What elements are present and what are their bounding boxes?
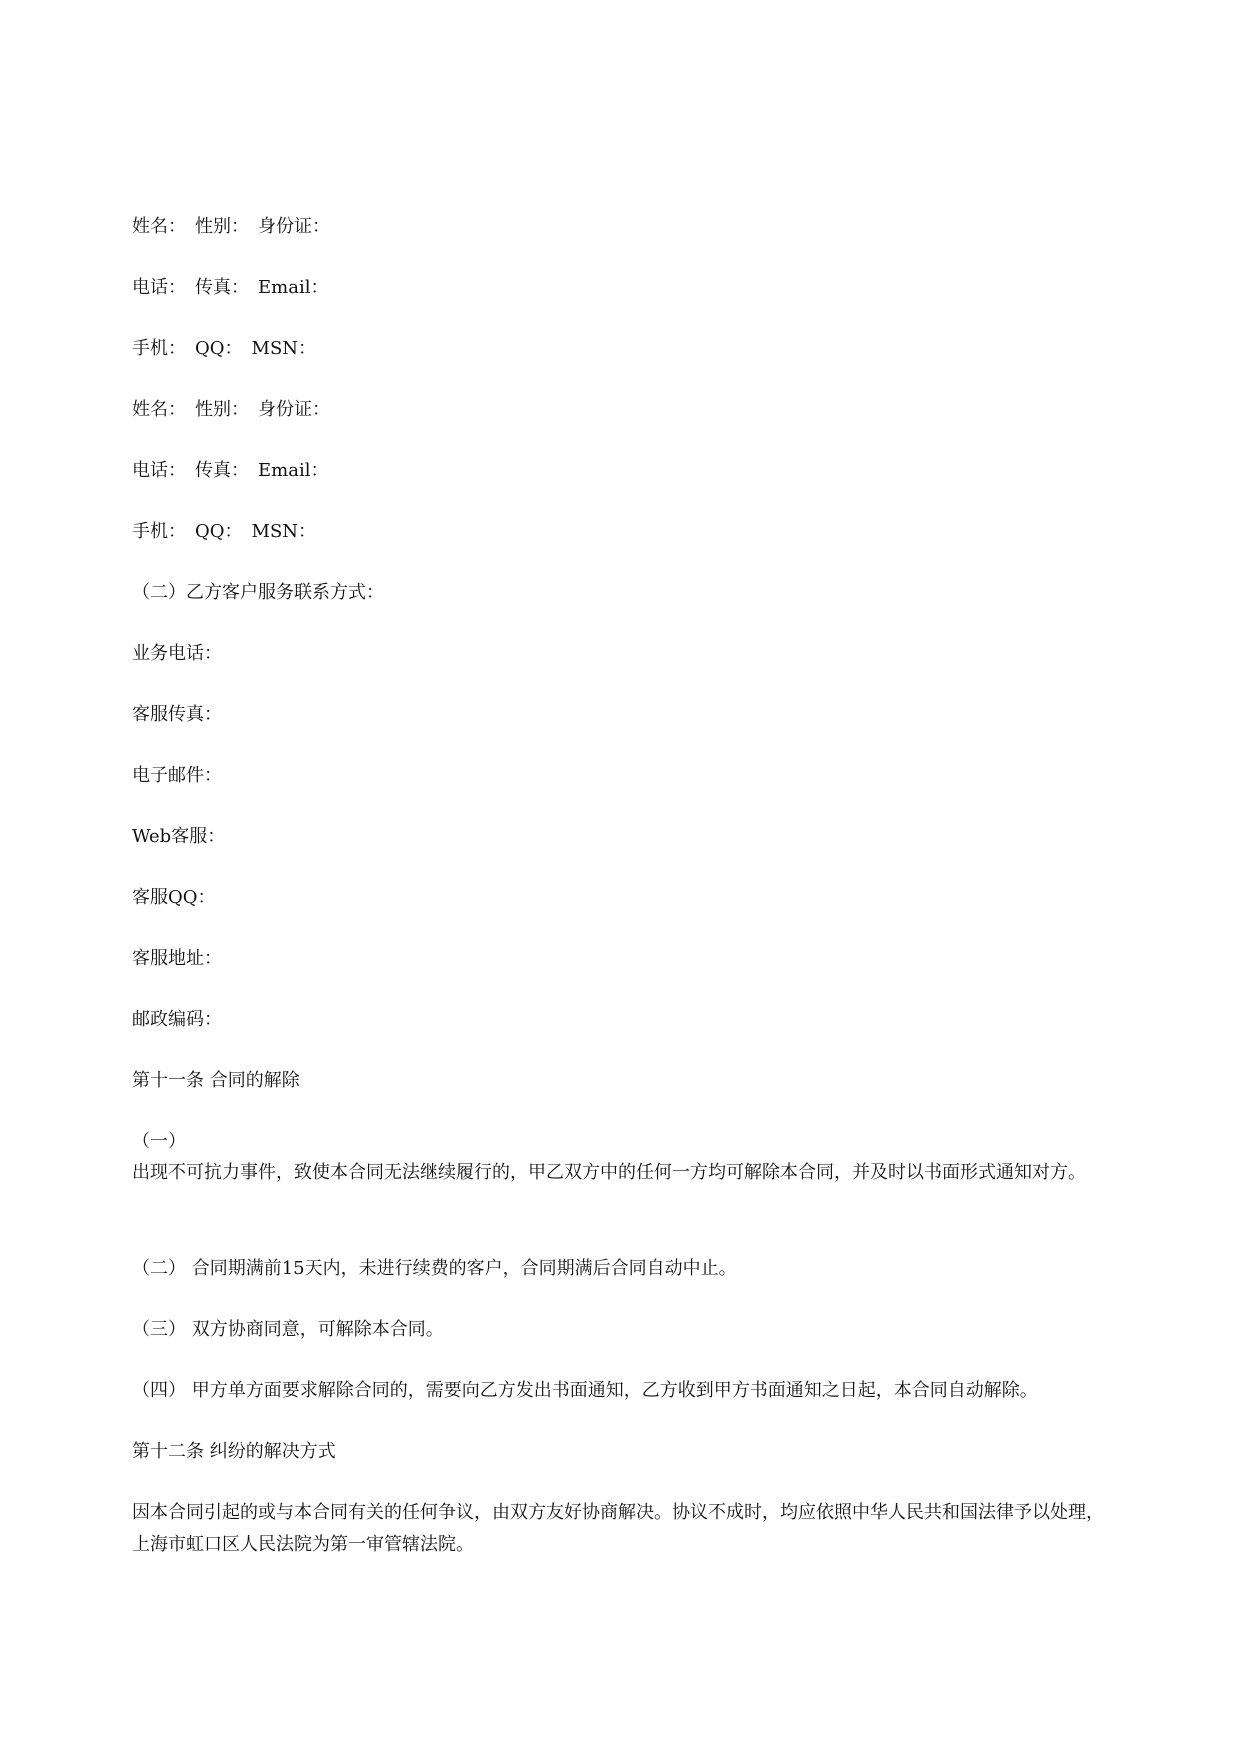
contact-2-row-identity [132, 395, 1112, 425]
article-12-text: 因本合同引起的或与本合同有关的任何争议，由双方友好协商解决。协议不成时，均应依照中华人民共和国法律予以处理，上海市虹口区人民法院为第一审管辖法院。 [132, 1502, 1104, 1555]
email-label: Email： [258, 277, 329, 298]
contact-1-row-identity [132, 212, 1112, 242]
phone-label: 电话： [132, 277, 186, 298]
article-11-item-1-text: 出现不可抗力事件，致使本合同无法继续履行的，甲乙双方中的任何一方均可解除本合同，并及时以书面形式通知对方。 [132, 1162, 1086, 1183]
mobile-label: 手机： [132, 338, 186, 359]
contact-1-row-im [132, 334, 1112, 364]
name-label: 姓名： [132, 399, 186, 420]
name-label: 姓名： [132, 216, 186, 237]
mobile-label: 手机： [132, 521, 186, 542]
article-12-title: 第十二条 纠纷的解决方式 [132, 1441, 336, 1462]
contact-1-row-phone [132, 273, 1112, 303]
fax-label: 传真： [195, 460, 249, 481]
id-label: 身份证： [258, 399, 330, 420]
service-field-fax: 客服传真： [132, 704, 222, 725]
service-field-email: 电子邮件： [132, 765, 222, 786]
article-11-title: 第十一条 合同的解除 [132, 1070, 300, 1091]
article-11-item-2: （二） 合同期满前15天内，未进行续费的客户，合同期满后合同自动中止。 [132, 1258, 737, 1279]
service-field-qq: 客服QQ： [132, 887, 216, 908]
email-label: Email： [258, 460, 329, 481]
service-field-address: 客服地址： [132, 948, 222, 969]
qq-label: QQ： [195, 338, 243, 359]
qq-label: QQ： [195, 521, 243, 542]
service-heading: （二）乙方客户服务联系方式： [132, 582, 384, 603]
msn-label: MSN： [251, 521, 317, 542]
article-11-item-4: （四） 甲方单方面要求解除合同的，需要向乙方发出书面通知，乙方收到甲方书面通知之日起，本合同自动解除。 [132, 1380, 1038, 1401]
gender-label: 性别： [195, 399, 249, 420]
contact-2-row-im [132, 517, 1112, 547]
phone-label: 电话： [132, 460, 186, 481]
service-field-postcode: 邮政编码： [132, 1009, 222, 1030]
msn-label: MSN： [251, 338, 317, 359]
gender-label: 性别： [195, 216, 249, 237]
fax-label: 传真： [195, 277, 249, 298]
service-field-web: Web客服： [132, 826, 226, 847]
article-11-item-1-number: （一） [132, 1131, 186, 1152]
id-label: 身份证： [258, 216, 330, 237]
article-11-item-3: （三） 双方协商同意，可解除本合同。 [132, 1319, 444, 1340]
service-field-business-phone: 业务电话： [132, 643, 222, 664]
contact-2-row-phone [132, 456, 1112, 486]
